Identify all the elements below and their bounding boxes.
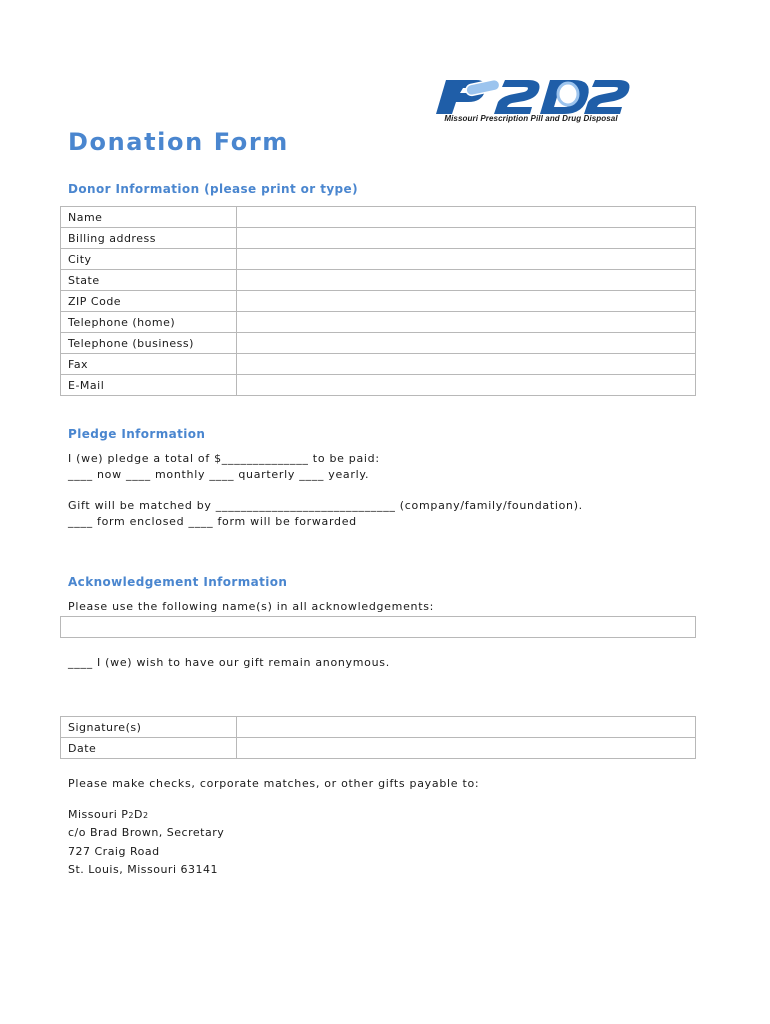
donor-row-phone-home (61, 312, 696, 333)
address-line-3: 727 Craig Road (68, 845, 160, 858)
donor-label: City (61, 249, 237, 270)
address-org-2a: 2 (128, 811, 135, 820)
ack-name-field[interactable] (60, 616, 696, 638)
logo-disc (558, 83, 578, 105)
address-line-4: St. Louis, Missouri 63141 (68, 863, 218, 876)
donor-label: ZIP Code (61, 291, 237, 312)
donor-field-state[interactable] (237, 270, 696, 291)
donor-field-city[interactable] (237, 249, 696, 270)
donor-field-name[interactable] (237, 207, 696, 228)
donor-heading: Donor Information (please print or type) (68, 182, 358, 196)
gift-match-line: Gift will be matched by _____________________________ (company/family/foundation). (68, 499, 583, 512)
logo-tagline: Missouri Prescription Pill and Drug Disposal (444, 114, 618, 123)
signature-row (61, 717, 696, 738)
logo-digit-2a (494, 80, 540, 114)
donor-field-zip[interactable] (237, 291, 696, 312)
donor-label: Billing address (61, 228, 237, 249)
date-field[interactable] (237, 738, 696, 759)
address-line-2: c/o Brad Brown, Secretary (68, 826, 225, 839)
donor-row-address (61, 228, 696, 249)
donor-label: State (61, 270, 237, 291)
donor-row-email (61, 375, 696, 396)
donor-field-fax[interactable] (237, 354, 696, 375)
date-label: Date (61, 738, 237, 759)
donor-table (60, 206, 696, 396)
donor-row-zip (61, 291, 696, 312)
ack-heading: Acknowledgement Information (68, 575, 288, 589)
address-org-mid: D (134, 808, 143, 821)
signature-field[interactable] (237, 717, 696, 738)
logo-digit-2b (584, 80, 630, 114)
match-form-line: ____ form enclosed ____ form will be forwarded (68, 515, 357, 528)
signature-table (60, 716, 696, 759)
pledge-total-line: I (we) pledge a total of $______________ to be paid: (68, 452, 380, 465)
page-title: Donation Form (68, 128, 289, 156)
donor-row-city (61, 249, 696, 270)
donor-row-fax (61, 354, 696, 375)
donor-label: Telephone (home) (61, 312, 237, 333)
pledge-heading: Pledge Information (68, 427, 206, 441)
donor-label: Telephone (business) (61, 333, 237, 354)
payable-text: Please make checks, corporate matches, or other gifts payable to: (68, 777, 480, 790)
donor-label: Name (61, 207, 237, 228)
donor-field-phone-business[interactable] (237, 333, 696, 354)
pledge-frequency-line: ____ now ____ monthly ____ quarterly ____ yearly. (68, 468, 370, 481)
donor-label: Fax (61, 354, 237, 375)
signature-label: Signature(s) (61, 717, 237, 738)
donor-label: E-Mail (61, 375, 237, 396)
donor-field-address[interactable] (237, 228, 696, 249)
ack-prompt: Please use the following name(s) in all acknowledgements: (68, 600, 435, 613)
anonymous-line: ____ I (we) wish to have our gift remain anonymous. (68, 656, 390, 669)
address-org (68, 808, 149, 821)
donor-row-phone-business (61, 333, 696, 354)
address-org-2b: 2 (143, 811, 149, 820)
donor-row-name (61, 207, 696, 228)
donor-field-email[interactable] (237, 375, 696, 396)
donor-row-state (61, 270, 696, 291)
date-row (61, 738, 696, 759)
address-org-prefix: Missouri P (68, 808, 129, 821)
donor-field-phone-home[interactable] (237, 312, 696, 333)
